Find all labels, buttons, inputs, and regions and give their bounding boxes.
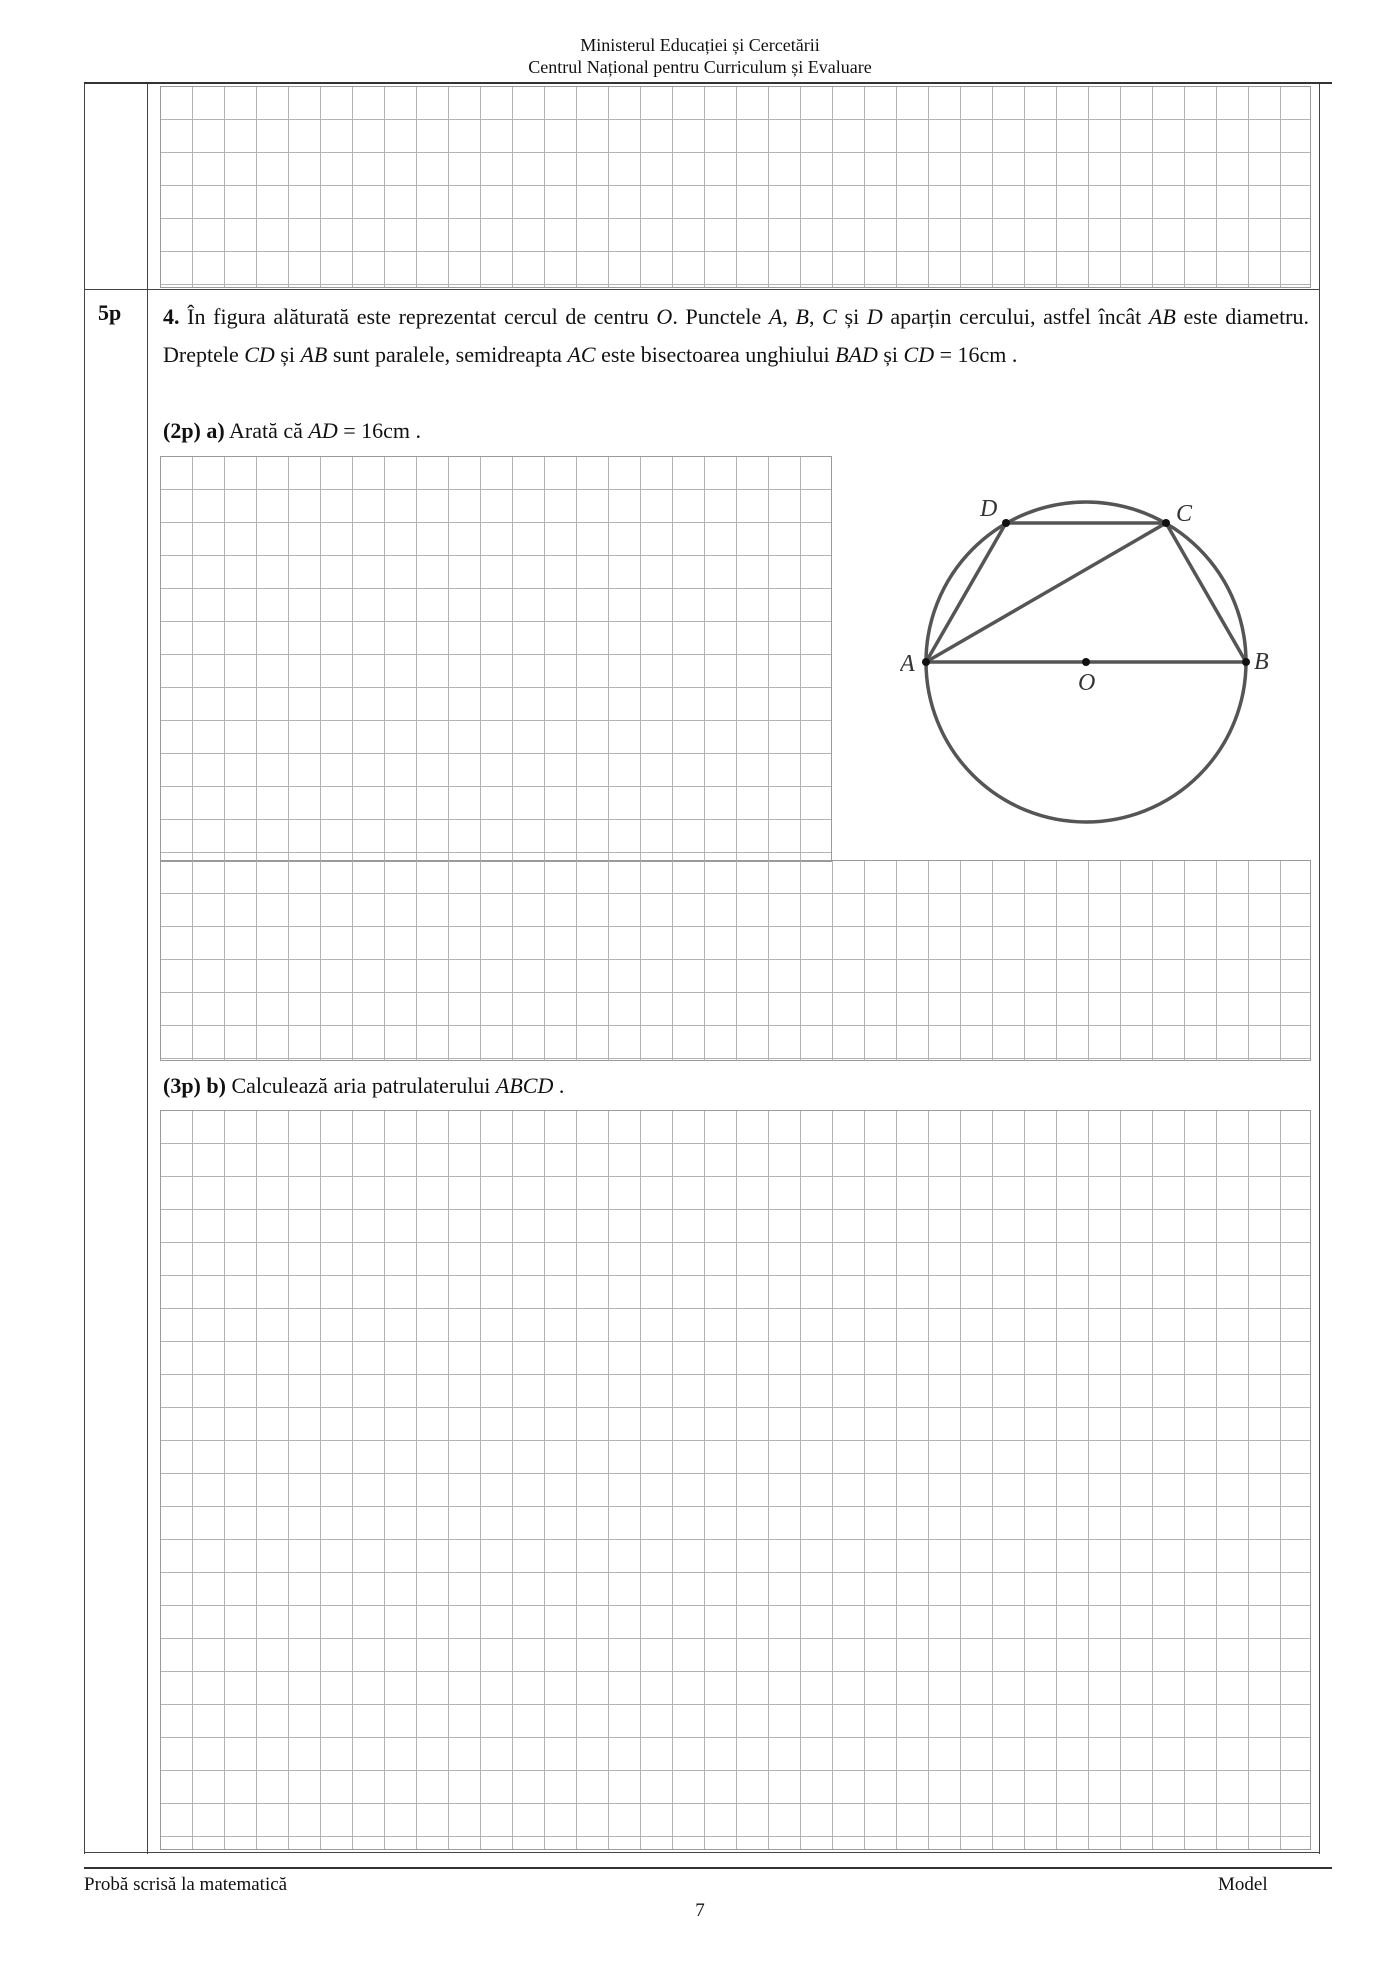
header-ministry: Ministerul Educației și Cercetării [580,35,820,55]
math-var: A [768,304,783,329]
part-b-points: (3p) [163,1073,201,1098]
problem-text: este bisectoarea unghiului [595,342,836,367]
math-var: CD [903,342,935,367]
math-var: O [656,304,673,329]
problem-text: și [274,342,301,367]
math-var: BAD [835,342,878,367]
math-var: D [866,304,883,329]
segment-ad [926,523,1006,662]
part-a-expr: = 16cm . [337,418,422,443]
problem-text: sunt paralele, semidreapta [327,342,568,367]
problem-text: aparțin cercului, astfel încât [882,304,1149,329]
label-c: C [1176,501,1193,527]
header-rule [84,82,1332,84]
math-var: C [822,304,837,329]
answer-grid-previous[interactable] [160,86,1311,288]
math-var: AD [308,418,338,443]
part-b-end: . [553,1073,565,1098]
page-header [0,34,1400,78]
point-o [1082,658,1090,666]
footer-model-label: Model [1218,1874,1268,1895]
problem-text: , [808,304,823,329]
table-left-border [84,84,85,1854]
point-b [1242,658,1250,666]
math-var: CD [244,342,275,367]
math-var: AC [567,342,596,367]
label-o: O [1078,670,1096,696]
geometry-figure [900,480,1300,840]
point-d [1002,519,1010,527]
table-column-divider [147,84,148,1854]
problem-text: , [782,304,796,329]
problem-text: În figura alăturată este reprezentat cercul de centru [179,304,657,329]
problem-text: și [877,342,904,367]
table-right-border [1319,84,1320,1854]
answer-grid-part-b[interactable] [160,1110,1311,1850]
part-b-letter: b) [206,1073,226,1098]
footer-rule [84,1867,1332,1869]
problem-text: și [836,304,867,329]
label-a: A [900,651,915,677]
math-var: ABCD [495,1073,554,1098]
point-a [922,658,930,666]
label-d: D [980,496,998,522]
math-var: B [795,304,809,329]
problem-text: este diametru. Dreptele [163,304,1310,367]
answer-grid-part-a-upper[interactable] [160,456,832,862]
point-c [1162,519,1170,527]
row-divider [84,289,1320,290]
answer-grid-part-a-lower[interactable] [160,860,1311,1061]
part-b-prompt [163,1073,564,1099]
page-number: 7 [695,1900,705,1921]
label-b: B [1254,649,1269,675]
part-b-text: Calculează aria patrulaterului [225,1073,496,1098]
segment-ac [926,523,1166,662]
part-a-letter: a) [206,418,225,443]
math-var: AB [300,342,328,367]
problem-points: 5p [98,300,122,325]
problem-text: = 16cm . [934,342,1018,367]
part-a-prompt [163,418,421,444]
segment-cb [1166,523,1246,662]
part-a-text: Arată că [224,418,309,443]
problem-number: 4. [163,304,180,329]
math-var: AB [1148,304,1176,329]
problem-text: . Punctele [672,304,769,329]
table-bottom-border [84,1852,1320,1853]
problem-statement [163,298,1309,374]
part-a-points: (2p) [163,418,201,443]
header-center: Centrul Național pentru Curriculum și Evaluare [528,57,872,77]
footer-exam-title: Probă scrisă la matematică [84,1874,288,1895]
